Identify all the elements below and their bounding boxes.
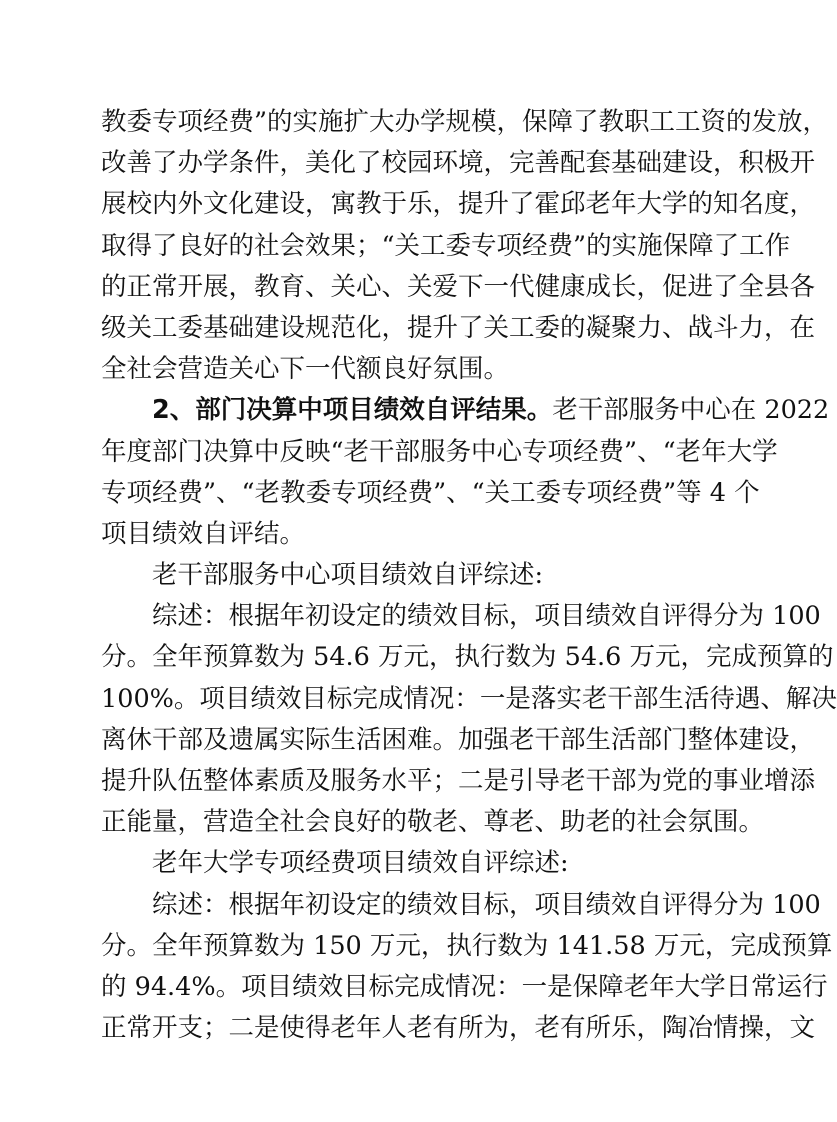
- document-body: [101, 102, 837, 1049]
- text-line: 教委专项经费”的实施扩大办学规模，保障了教职工工资的发放，: [101, 107, 829, 137]
- subheading: 老干部服务中心项目绩效自评综述:: [152, 560, 544, 591]
- text-line: 正能量，营造全社会良好的敬老、尊老、助老的社会氛围。: [101, 807, 765, 838]
- text-line: 项目绩效自评结。: [101, 518, 306, 549]
- section-heading-line: [101, 390, 830, 431]
- text-line: 综述：根据年初设定的绩效目标，项目绩效自评得分为 100: [152, 601, 821, 632]
- text-line: 综述：根据年初设定的绩效目标，项目绩效自评得分为 100: [152, 889, 821, 920]
- text-line: 提升队伍整体素质及服务水平；二是引导老干部为党的事业增添: [101, 766, 816, 796]
- text-line: 年度部门决算中反映“老干部服务中心专项经费”、“老年大学: [101, 436, 778, 467]
- text-line: 专项经费”、“老教委专项经费”、“关工委专项经费”等 4 个: [101, 477, 760, 508]
- text-line: 100%。项目绩效目标完成情况：一是落实老干部生活待遇、解决: [101, 683, 837, 714]
- text-line: 分。全年预算数为 54.6 万元，执行数为 54.6 万元，完成预算的: [101, 642, 834, 673]
- text-line: 的正常开展，教育、关心、关爱下一代健康成长，促进了全县各: [101, 271, 816, 302]
- subheading: 老年大学专项经费项目绩效自评综述:: [152, 848, 569, 879]
- text-line: 的 94.4%。项目绩效目标完成情况：一是保障老年大学日常运行: [101, 971, 828, 1002]
- text-run: 老干部服务中心在 2022: [552, 395, 830, 426]
- text-line: 正常开支；二是使得老年人老有所为，老有所乐，陶冶情操，文: [101, 1013, 816, 1044]
- text-line: 全社会营造关心下一代额良好氛围。: [101, 354, 510, 385]
- text-line: 改善了办学条件，美化了校园环境，完善配套基础建设，积极开: [101, 148, 816, 179]
- text-line: 级关工委基础建设规范化，提升了关工委的凝聚力、战斗力，在: [101, 312, 816, 343]
- text-line: 取得了良好的社会效果；“关工委专项经费”的实施保障了工作: [101, 230, 791, 261]
- text-line: 离休干部及遗属实际生活困难。加强老干部生活部门整体建设，: [101, 724, 816, 755]
- section-heading: 2、部门决算中项目绩效自评结果。: [152, 395, 553, 426]
- text-line: 分。全年预算数为 150 万元，执行数为 141.58 万元，完成预算: [101, 930, 833, 961]
- text-line: 展校内外文化建设，寓教于乐，提升了霍邱老年大学的知名度，: [101, 189, 816, 220]
